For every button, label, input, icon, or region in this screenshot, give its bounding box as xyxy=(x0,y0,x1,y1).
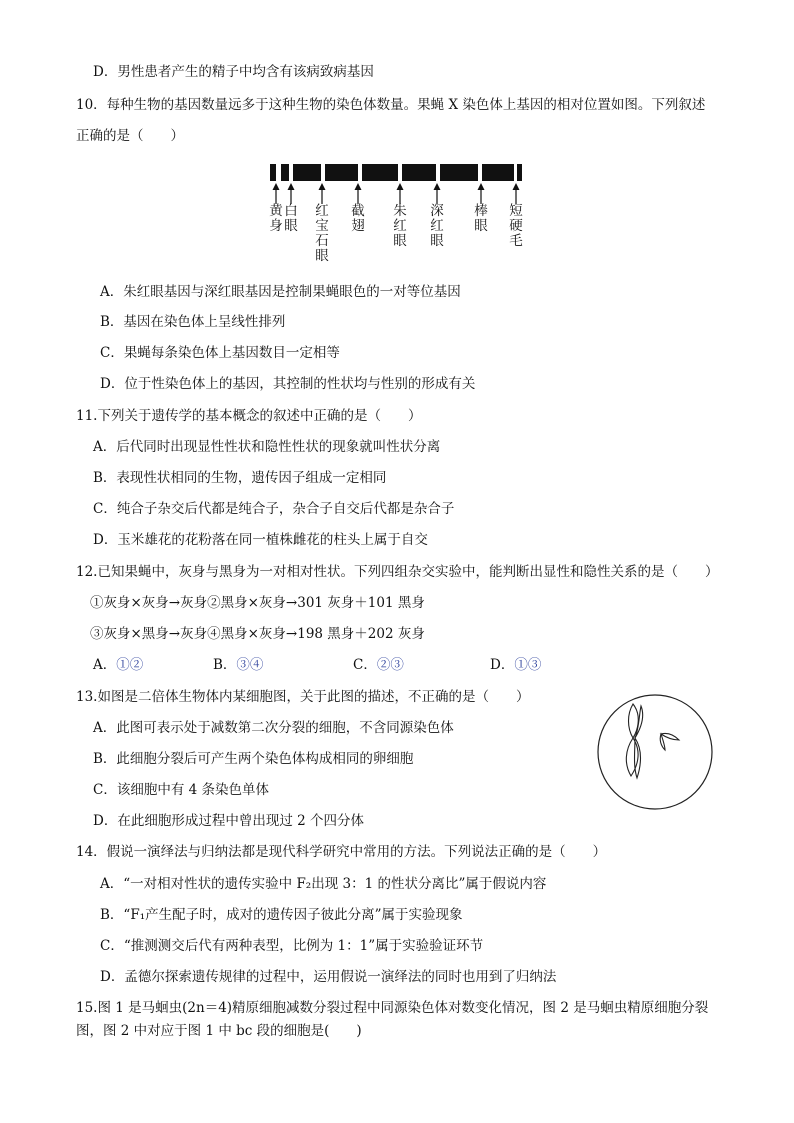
gene-label-yellow-body: 黄身 xyxy=(269,203,283,234)
q13-option-d: D．在此细胞形成过程中曾出现过 2 个四分体 xyxy=(93,813,364,829)
chromosome-segment xyxy=(270,164,276,181)
q11-option-b: B．表现性状相同的生物，遗传因子组成一定相同 xyxy=(93,470,387,486)
q14-option-b: B．“F₁产生配子时，成对的遗传因子彼此分离”属于实验现象 xyxy=(100,907,463,923)
chromosome-segment xyxy=(402,164,436,181)
q15-stem-line1: 15.图 1 是马蛔虫(2n＝4)精原细胞减数分裂过程中同源染色体对数变化情况，图 2 是马蛔虫精原细胞分裂 xyxy=(76,1000,709,1016)
q15-stem-line2: 图，图 2 中对应于图 1 中 bc 段的细胞是( ) xyxy=(76,1023,362,1039)
q14-option-d: D．孟德尔探索遗传规律的过程中，运用假说一演绎法的同时也用到了归纳法 xyxy=(100,969,557,985)
chromosome-segment xyxy=(482,164,514,181)
q10-option-d: D．位于性染色体上的基因，其控制的性状均与性别的形成有关 xyxy=(100,376,476,392)
q12-crosses-1-2: ①灰身×灰身→灰身②黑身×灰身→301 灰身＋101 黑身 xyxy=(90,595,425,611)
q11-option-c: C．纯合子杂交后代都是纯合子，杂合子自交后代都是杂合子 xyxy=(93,501,455,517)
q13-option-c: C．该细胞中有 4 条染色单体 xyxy=(93,782,270,798)
q10-option-c: C．果蝇每条染色体上基因数目一定相等 xyxy=(100,345,340,361)
q13-option-a: A．此图可表示处于减数第二次分裂的细胞，不含同源染色体 xyxy=(93,720,454,736)
gene-label-cut-wing: 截翅 xyxy=(351,203,365,234)
chromosome-segment xyxy=(440,164,478,181)
gene-label-white-eye: 白眼 xyxy=(284,203,298,234)
cell-membrane xyxy=(598,695,712,809)
gene-label-vermilion-eye: 朱红眼 xyxy=(393,203,407,249)
chromosome-segment xyxy=(281,164,289,181)
q11-option-a: A．后代同时出现显性性状和隐性性状的现象就叫性状分离 xyxy=(93,439,441,455)
chromosome-segment xyxy=(293,164,321,181)
gene-label-bar-eye: 棒眼 xyxy=(474,203,488,234)
q12-choice-c: C．②③ xyxy=(353,657,404,673)
q12-choice-d: D．①③ xyxy=(490,657,542,673)
q9-option-d: D．男性患者产生的精子中均含有该病致病基因 xyxy=(93,64,374,80)
q10-option-b: B．基因在染色体上呈线性排列 xyxy=(100,314,286,330)
q13-stem: 13.如图是二倍体生物体内某细胞图，关于此图的描述，不正确的是（ ） xyxy=(76,689,530,705)
q10-option-a: A．朱红眼基因与深红眼基因是控制果蝇眼色的一对等位基因 xyxy=(100,284,461,300)
cell-diagram xyxy=(595,692,715,812)
gene-label-ruby-eye: 红宝石眼 xyxy=(315,203,329,264)
large-chromosome xyxy=(626,704,642,778)
q14-option-c: C．“推测测交后代有两种表型，比例为 1：1”属于实验验证环节 xyxy=(100,938,484,954)
x-chromosome-gene-map xyxy=(262,160,532,206)
q12-crosses-3-4: ③灰身×黑身→灰身④黑身×灰身→198 黑身＋202 灰身 xyxy=(90,626,425,642)
q12-choice-a: A．①② xyxy=(93,657,144,673)
q11-stem: 11.下列关于遗传学的基本概念的叙述中正确的是（ ） xyxy=(76,408,422,424)
q14-option-a: A．“一对相对性状的遗传实验中 F₂出现 3：1 的性状分离比”属于假说内容 xyxy=(100,876,547,892)
q11-option-d: D．玉米雄花的花粉落在同一植株雌花的柱头上属于自交 xyxy=(93,532,428,548)
q14-stem: 14．假说一演绎法与归纳法都是现代科学研究中常用的方法。下列说法正确的是（ ） xyxy=(76,844,607,860)
q12-choice-b: B．③④ xyxy=(213,657,264,673)
q10-stem-line1: 10．每种生物的基因数量远多于这种生物的染色体数量。果蝇 X 染色体上基因的相对位置如图。下列叙述 xyxy=(76,97,706,113)
small-chromosome xyxy=(660,733,679,750)
q10-stem-line2: 正确的是（ ） xyxy=(76,128,184,144)
chromosome-segment xyxy=(517,164,522,181)
q13-option-b: B．此细胞分裂后可产生两个染色体构成相同的卵细胞 xyxy=(93,751,414,767)
chromosome-segment xyxy=(362,164,398,181)
chromosome-segment xyxy=(325,164,358,181)
gene-label-short-bristle: 短硬毛 xyxy=(509,203,523,249)
gene-label-carmine-eye: 深红眼 xyxy=(430,203,444,249)
q12-stem: 12.已知果蝇中，灰身与黑身为一对相对性状。下列四组杂交实验中，能判断出显性和隐性关系的是（ ） xyxy=(76,564,719,580)
